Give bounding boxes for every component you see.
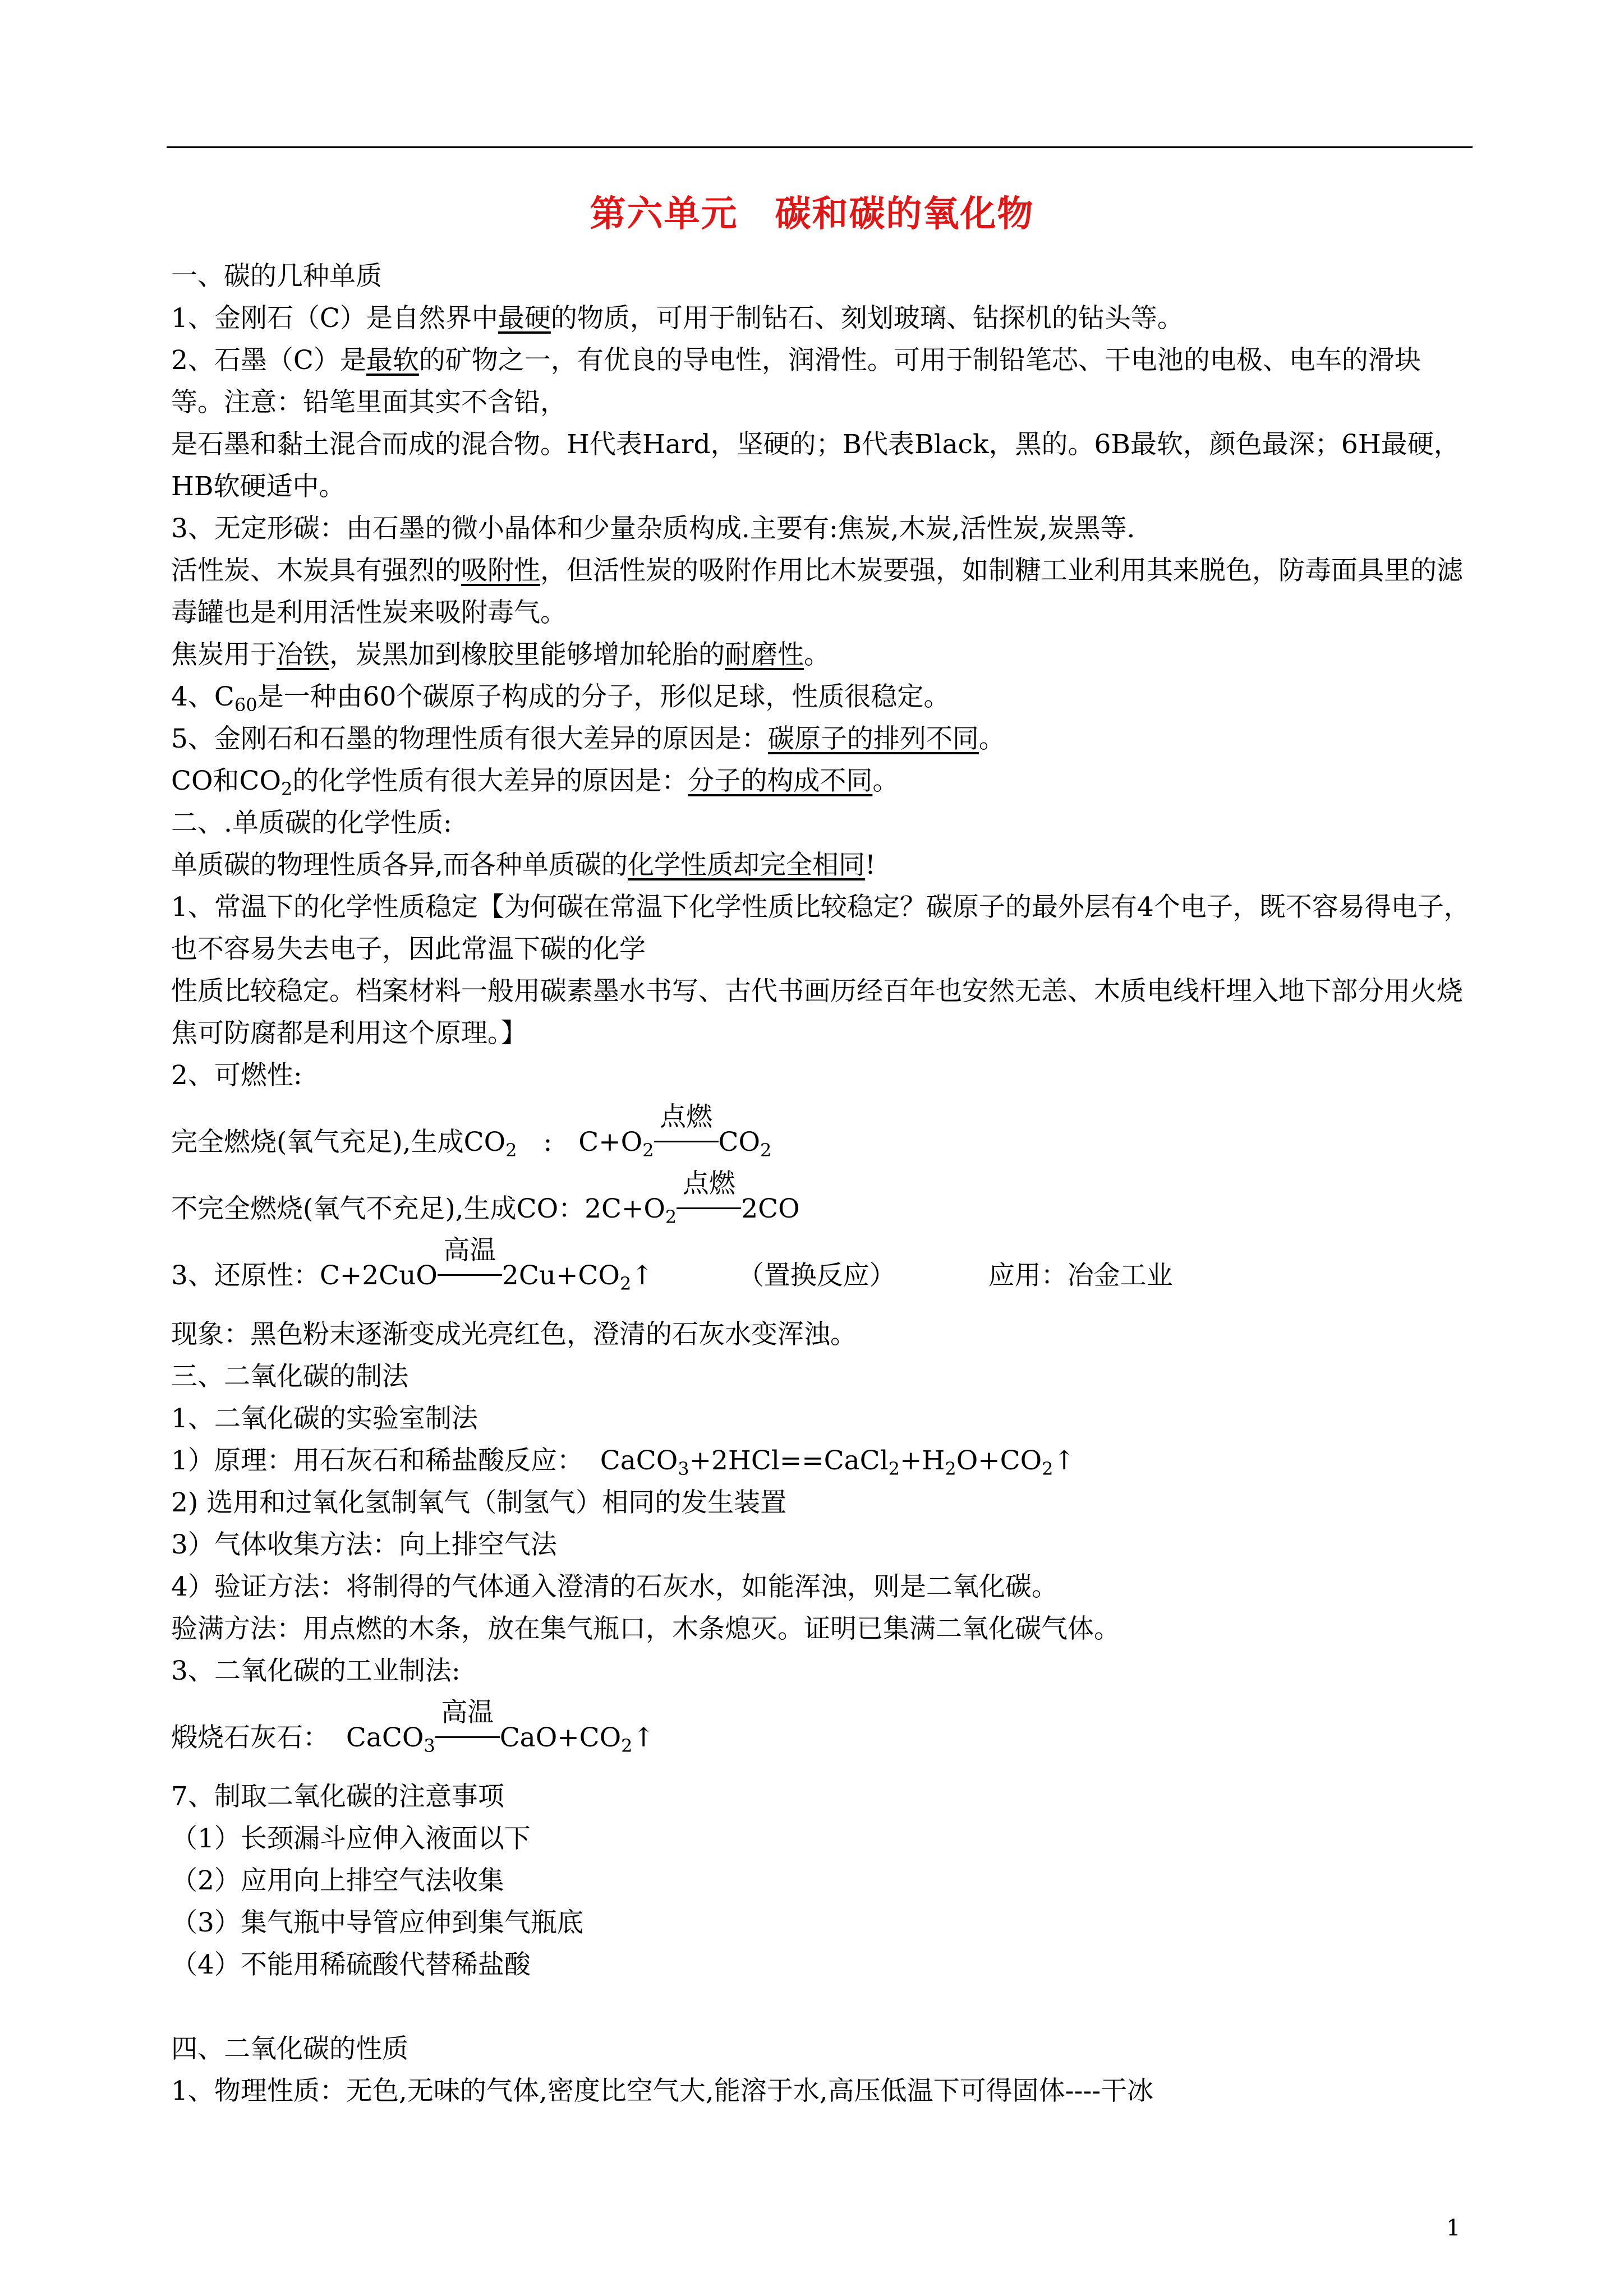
list-item: （3）集气瓶中导管应伸到集气瓶底 xyxy=(171,1907,583,1938)
paragraph: 3、二氧化碳的工业制法: xyxy=(171,1656,461,1686)
paragraph: 单质碳的物理性质各异,而各种单质碳的化学性质却完全相同! xyxy=(171,850,876,880)
section-heading-4: 四、二氧化碳的性质 xyxy=(171,2034,408,2064)
paragraph: 活性炭、木炭具有强烈的吸附性，但活性炭的吸附作用比木炭要强，如制糖工业利用其来脱色，防毒面具里的滤毒罐也是利用活性炭来吸附毒气。 xyxy=(171,555,1463,628)
section-heading-1: 一、碳的几种单质 xyxy=(171,261,382,292)
list-item: （1）长颈漏斗应伸入液面以下 xyxy=(171,1823,531,1854)
equation-industrial-co2: 煅烧石灰石： CaCO$_3$ 高温 $CaO+CO_2↑$ xyxy=(171,1697,655,1756)
section-heading-3: 三、二氧化碳的制法 xyxy=(171,1361,408,1392)
equation-lab-co2: 1）原理：用石灰石和稀盐酸反应： $CaCO_3+2HCl==CaCl_2+H_2O+CO_2↑$ xyxy=(171,1445,1075,1479)
paragraph: 1、物理性质：无色,无味的气体,密度比空气大,能溶于水,高压低温下可得固体----干冰 xyxy=(171,2076,1154,2106)
list-item: （2）应用向上排空气法收集 xyxy=(171,1865,504,1896)
paragraph: 2、可燃性: xyxy=(171,1060,302,1091)
paragraph: CO和$CO_2$的化学性质有很大差异的原因是：分子的构成不同。 xyxy=(171,766,899,800)
reaction-arrow: 点燃 xyxy=(677,1205,741,1211)
paragraph: 4）验证方法：将制得的气体通入澄清的石灰水，如能浑浊，则是二氧化碳。 xyxy=(171,1571,1058,1602)
paragraph: 4、$C_{60}$是一种由60个碳原子构成的分子，形似足球，性质很稳定。 xyxy=(171,681,950,716)
equation-incomplete-combustion: 不完全燃烧(氧气不充足),生成CO：$2C+O_2$ 点燃 2CO xyxy=(171,1168,800,1228)
reaction-arrow: 点燃 xyxy=(654,1138,719,1144)
section-heading-2: 二、.单质碳的化学性质: xyxy=(171,808,452,838)
paragraph: 是石墨和黏土混合而成的混合物。H代表Hard，坚硬的；B代表Black，黑的。6B最软，颜色最深；6H最硬，HB软硬适中。 xyxy=(171,429,1460,502)
equation-complete-combustion: 完全燃烧(氧气充足),生成$CO_2$ : $C+O_2$ 点燃 $CO_2$ xyxy=(171,1101,772,1161)
paragraph: 验满方法：用点燃的木条，放在集气瓶口，木条熄灭。证明已集满二氧化碳气体。 xyxy=(171,1613,1120,1644)
paragraph: 性质比较稳定。档案材料一般用碳素墨水书写、古代书画历经百年也安然无恙、木质电线杆埋入地下部分用火烧焦可防腐都是利用这个原理。】 xyxy=(171,976,1463,1049)
header-rule xyxy=(167,146,1473,148)
paragraph: 3）气体收集方法：向上排空气法 xyxy=(171,1529,557,1560)
document-body xyxy=(171,255,1473,2112)
reaction-arrow: 高温 xyxy=(438,1272,502,1278)
paragraph: 焦炭用于冶铁，炭黑加到橡胶里能够增加轮胎的耐磨性。 xyxy=(171,639,830,670)
paragraph: 2、石墨（C）是最软的矿物之一，有优良的导电性，润滑性。可用于制铅笔芯、干电池的电极、电车的滑块等。注意：铅笔里面其实不含铅， xyxy=(171,345,1421,418)
page-title: 第六单元 碳和碳的氧化物 xyxy=(590,193,1034,235)
paragraph: 7、制取二氧化碳的注意事项 xyxy=(171,1781,504,1812)
equation-reduction: 3、还原性：C+2CuO 高温 $2Cu+CO_2↑$ （置换反应） 应用：冶金工业 xyxy=(171,1235,1173,1294)
paragraph: 1、二氧化碳的实验室制法 xyxy=(171,1403,478,1434)
paragraph: 3、无定形碳：由石墨的微小晶体和少量杂质构成.主要有:焦炭,木炭,活性炭,炭黑等. xyxy=(171,513,1135,544)
list-item: （4）不能用稀硫酸代替稀盐酸 xyxy=(171,1949,531,1980)
reaction-arrow: 高温 xyxy=(435,1734,500,1740)
paragraph: 5、金刚石和石墨的物理性质有很大差异的原因是：碳原子的排列不同。 xyxy=(171,723,1005,754)
paragraph: 1、常温下的化学性质稳定【为何碳在常温下化学性质比较稳定？碳原子的最外层有4个电子，既不容易得电子，也不容易失去电子，因此常温下碳的化学 xyxy=(171,892,1470,965)
paragraph: 2) 选用和过氧化氢制氧气（制氢气）相同的发生装置 xyxy=(171,1487,787,1518)
page-number: 1 xyxy=(1446,2215,1461,2241)
paragraph: 现象：黑色粉末逐渐变成光亮红色，澄清的石灰水变浑浊。 xyxy=(171,1319,857,1350)
paragraph: 1、金刚石（C）是自然界中最硬的物质，可用于制钻石、刻划玻璃、钻探机的钻头等。 xyxy=(171,303,1184,334)
